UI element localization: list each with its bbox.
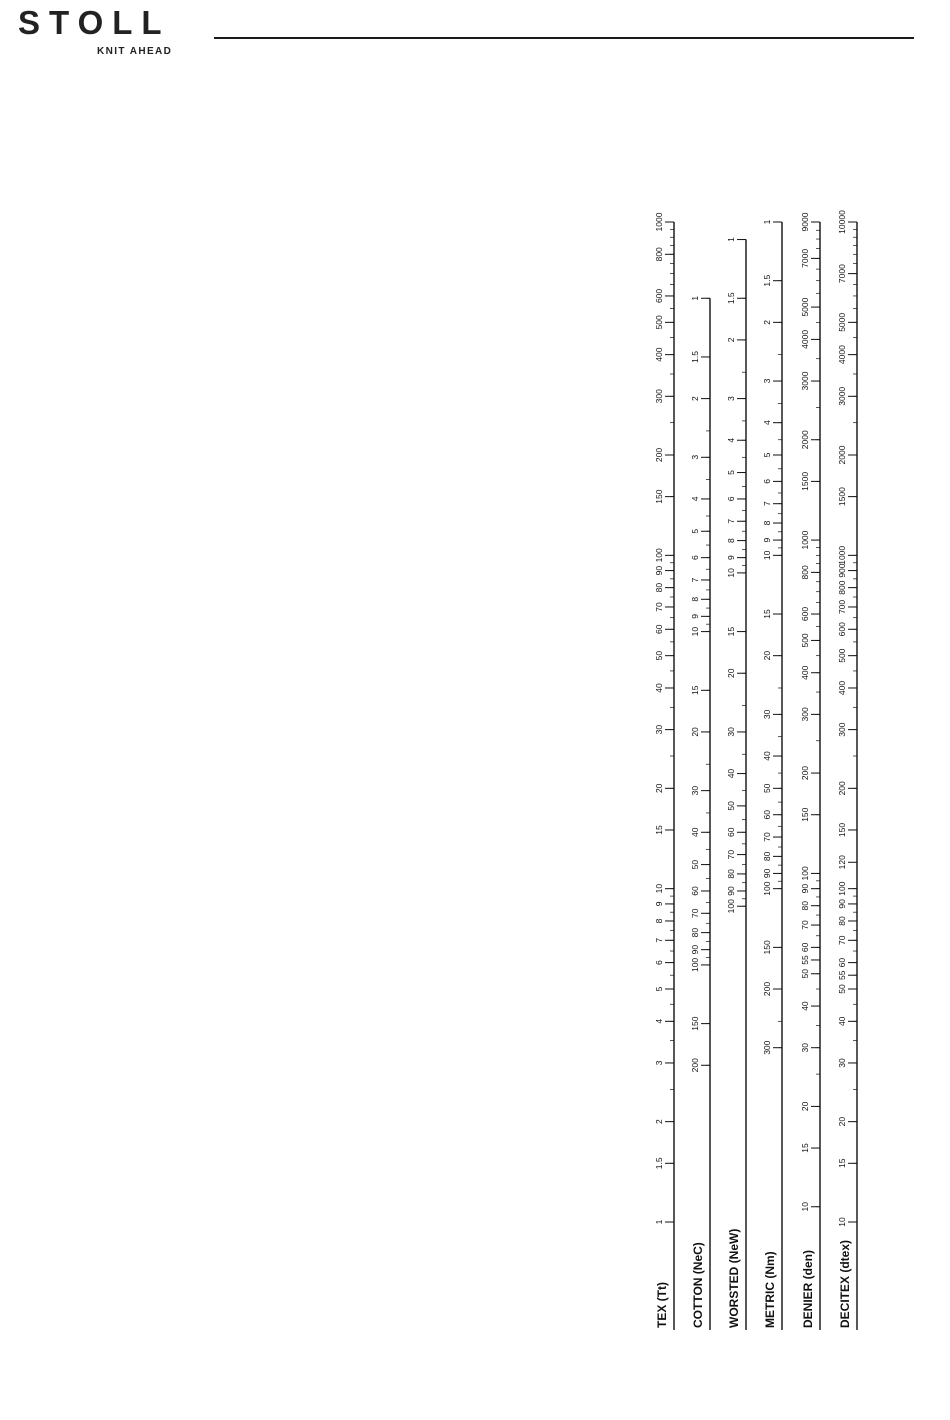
tick-label: 100	[726, 899, 736, 914]
brand-logo: STOLL	[18, 4, 171, 41]
tick-label: 150	[690, 1016, 700, 1031]
tick-label: 2	[726, 337, 736, 343]
tick-label: 60	[762, 809, 772, 820]
tick-label: 90	[654, 565, 664, 576]
tick-label: 100	[654, 548, 664, 563]
tick-label: 10000	[837, 210, 847, 234]
tick-label: 9	[762, 537, 772, 543]
tick-label: 80	[762, 851, 772, 862]
tick-label: 15	[762, 609, 772, 619]
tick-label: 6	[762, 479, 772, 484]
tick-label: 55	[837, 970, 847, 980]
tick-label: 20	[654, 783, 664, 794]
tick-label: 200	[690, 1058, 700, 1073]
tick-label: 1	[690, 295, 700, 301]
tick-label: 70	[726, 849, 736, 860]
tick-label: 60	[800, 942, 810, 953]
tick-label: 150	[762, 940, 772, 955]
scale-label: DECITEX (dtex)	[838, 1239, 852, 1328]
scale-label: WORSTED (NeW)	[727, 1228, 741, 1328]
tick-label: 30	[800, 1042, 810, 1053]
tick-label: 10	[762, 550, 772, 561]
tick-label: 15	[726, 626, 736, 637]
tick-label: 100	[837, 881, 847, 896]
brand-tagline: KNIT AHEAD	[97, 46, 173, 57]
tick-label: 30	[726, 727, 736, 737]
tick-label: 2000	[800, 430, 810, 450]
tick-label: 60	[837, 957, 847, 968]
tick-label: 5	[654, 986, 664, 992]
tick-label: 50	[837, 984, 847, 994]
tick-label: 90	[800, 883, 810, 894]
tick-label: 800	[837, 580, 847, 595]
tick-label: 150	[837, 822, 847, 838]
tick-label: 5	[726, 470, 736, 475]
tick-label: 2	[762, 319, 772, 325]
tick-label: 100	[762, 881, 772, 896]
scale-cotton	[690, 296, 710, 1330]
tick-label: 300	[837, 722, 847, 737]
tick-label: 300	[654, 389, 664, 404]
tick-label: 300	[762, 1040, 772, 1055]
tick-label: 15	[654, 825, 664, 835]
scale-label: TEX (Tt)	[655, 1282, 669, 1328]
tick-label: 70	[762, 832, 772, 842]
tick-label: 9000	[800, 212, 810, 232]
tick-label: 7	[654, 937, 664, 943]
tick-label: 200	[654, 447, 664, 463]
tick-label: 120	[837, 855, 847, 870]
tick-label: 600	[654, 288, 664, 304]
scale-label: DENIER (den)	[801, 1250, 815, 1328]
tick-label: 800	[654, 247, 664, 262]
tick-label: 600	[837, 622, 847, 637]
tick-label: 800	[800, 565, 810, 580]
tick-label: 9	[654, 901, 664, 907]
scale-label: COTTON (NeC)	[691, 1242, 705, 1328]
tick-label: 60	[726, 827, 736, 838]
tick-label: 100	[800, 866, 810, 881]
tick-label: 20	[726, 668, 736, 678]
tick-label: 10	[800, 1202, 810, 1212]
tick-label: 8	[690, 596, 700, 602]
tick-label: 2	[690, 396, 700, 401]
tick-label: 50	[726, 801, 736, 811]
scale-denier	[800, 212, 820, 1330]
tick-label: 7	[690, 577, 700, 583]
tick-label: 80	[654, 582, 664, 593]
tick-label: 3	[762, 378, 772, 384]
tick-label: 90	[690, 944, 700, 955]
scale-decitex	[837, 210, 857, 1330]
tick-label: 150	[654, 489, 664, 504]
tick-label: 20	[690, 727, 700, 737]
tick-label: 10	[654, 883, 664, 894]
tick-label: 4	[762, 420, 772, 426]
tick-label: 3	[690, 454, 700, 460]
tick-label: 5000	[837, 312, 847, 332]
tick-label: 40	[690, 827, 700, 838]
tick-label: 55	[800, 955, 810, 965]
tick-label: 10	[690, 626, 700, 637]
tick-label: 5	[762, 452, 772, 458]
tick-label: 200	[837, 781, 847, 796]
tick-label: 40	[800, 1001, 810, 1011]
tick-label: 20	[800, 1101, 810, 1112]
tick-label: 2	[654, 1119, 664, 1125]
tick-label: 70	[690, 908, 700, 919]
tick-label: 30	[837, 1058, 847, 1068]
tick-label: 3000	[837, 386, 847, 406]
tick-label: 400	[800, 665, 810, 680]
tick-label: 200	[800, 765, 810, 781]
tick-label: 20	[837, 1116, 847, 1127]
tick-label: 1	[726, 237, 736, 242]
scale-worsted	[726, 237, 746, 1330]
tick-label: 90	[726, 886, 736, 896]
tick-label: 30	[690, 785, 700, 796]
scale-metric	[762, 219, 782, 1330]
tick-label: 6	[726, 496, 736, 502]
tick-label: 1.5	[654, 1157, 664, 1170]
tick-label: 1	[762, 219, 772, 225]
tick-label: 9	[726, 555, 736, 561]
tick-label: 80	[690, 927, 700, 938]
tick-label: 400	[837, 680, 847, 696]
tick-label: 1000	[800, 530, 810, 550]
tick-label: 30	[654, 724, 664, 735]
tick-label: 50	[690, 859, 700, 870]
tick-label: 40	[654, 683, 664, 693]
tick-label: 1.5	[726, 292, 736, 305]
tick-label: 8	[726, 538, 736, 543]
tick-label: 600	[800, 606, 810, 622]
tick-label: 80	[837, 916, 847, 926]
tick-label: 70	[800, 920, 810, 930]
tick-label: 1500	[800, 471, 810, 491]
tick-label: 1000	[837, 545, 847, 565]
tick-label: 1.5	[690, 351, 700, 363]
tick-label: 9	[690, 613, 700, 619]
tick-label: 1000	[654, 212, 664, 232]
tick-label: 5	[690, 528, 700, 534]
scale-label: METRIC (Nm)	[763, 1251, 777, 1328]
tick-label: 500	[837, 648, 847, 663]
tick-label: 60	[690, 886, 700, 896]
tick-label: 1.5	[762, 274, 772, 287]
tick-label: 7	[726, 518, 736, 524]
tick-label: 500	[800, 633, 810, 648]
tick-label: 40	[762, 751, 772, 761]
tick-label: 80	[726, 869, 736, 879]
tick-label: 3000	[800, 371, 810, 391]
tick-label: 50	[654, 650, 664, 661]
tick-label: 5000	[800, 297, 810, 317]
tick-label: 70	[837, 935, 847, 946]
tick-label: 40	[726, 768, 736, 779]
tick-label: 7000	[800, 248, 810, 268]
tick-label: 4	[726, 437, 736, 443]
tick-label: 6	[690, 555, 700, 561]
tick-label: 50	[762, 783, 772, 794]
scale-tex	[654, 212, 674, 1330]
tick-label: 7000	[837, 264, 847, 284]
tick-label: 150	[800, 807, 810, 822]
tick-label: 400	[654, 347, 664, 362]
tick-label: 300	[800, 707, 810, 722]
tick-label: 2000	[837, 445, 847, 465]
tick-label: 4000	[837, 345, 847, 365]
tick-label: 1	[654, 1219, 664, 1225]
tick-label: 500	[654, 315, 664, 330]
tick-label: 15	[690, 685, 700, 696]
tick-label: 6	[654, 960, 664, 965]
tick-label: 20	[762, 650, 772, 661]
tick-label: 90	[837, 899, 847, 909]
tick-label: 60	[654, 624, 664, 635]
tick-label: 15	[837, 1158, 847, 1169]
tick-label: 8	[654, 918, 664, 924]
tick-label: 80	[800, 900, 810, 911]
tick-label: 4000	[800, 329, 810, 349]
tick-label: 30	[762, 709, 772, 720]
tick-label: 50	[800, 969, 810, 979]
tick-label: 15	[800, 1143, 810, 1153]
tick-label: 4	[690, 496, 700, 502]
tick-label: 8	[762, 520, 772, 526]
tick-label: 10	[837, 1217, 847, 1227]
tick-label: 7	[762, 501, 772, 507]
tick-label: 700	[837, 599, 847, 615]
tick-label: 100	[690, 957, 700, 973]
tick-label: 40	[837, 1016, 847, 1027]
tick-label: 70	[654, 602, 664, 612]
tick-label: 3	[726, 396, 736, 401]
tick-label: 1500	[837, 487, 847, 507]
tick-label: 90	[762, 868, 772, 879]
tick-label: 4	[654, 1018, 664, 1024]
tick-label: 900	[837, 563, 847, 578]
tick-label: 10	[726, 568, 736, 578]
tick-label: 200	[762, 981, 772, 997]
tick-label: 3	[654, 1060, 664, 1066]
